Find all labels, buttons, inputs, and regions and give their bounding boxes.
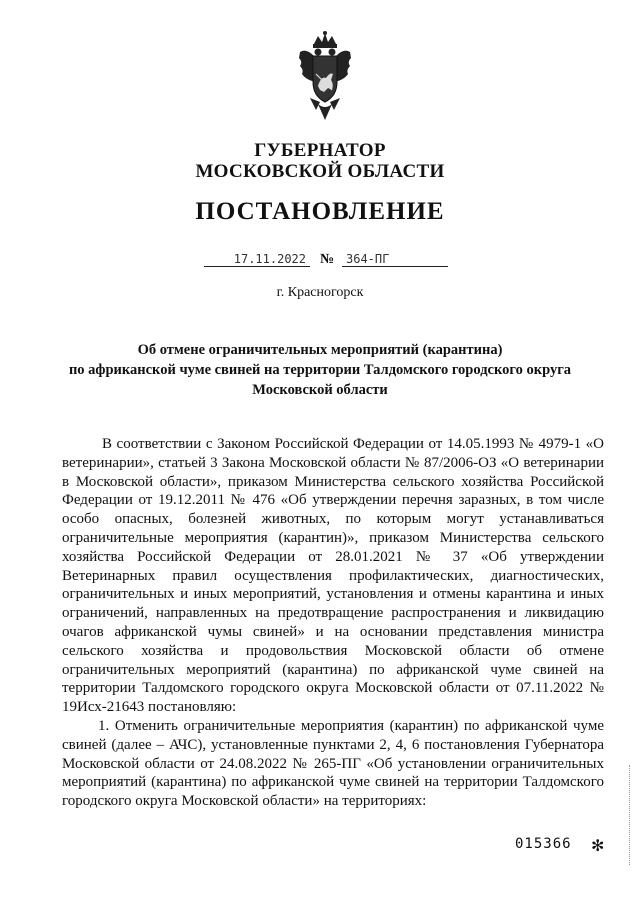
number-sign: № [320,252,335,267]
document-title-line3: Московской области [252,382,388,398]
document-title-line2: по африканской чуме свиней на территории Талдомского городского округа [68,362,572,378]
coat-of-arms-icon [296,30,354,122]
city-name: г. Красногорск [276,285,364,300]
margin-dotted-mark [629,765,634,865]
document-number: 364-ПГ [342,252,448,267]
document-type: ПОСТАНОВЛЕНИЕ [195,198,445,225]
document-date: 17.11.2022 [204,252,310,267]
coat-of-arms-emblem [296,30,354,122]
asterisk-mark: ✻ [591,838,605,855]
org-name-line1: ГУБЕРНАТОР [254,140,386,161]
document-title-line1: Об отмене ограничительных мероприятий (карантина) [137,342,503,358]
item-1-paragraph: 1. Отменить ограничительные мероприятия (карантин) по африканской чуме свиней (далее – АЧС), установленные пунктами 2, 4, 6 постановления Губернатора Московской области от 24.08.2022 № 265-ПГ «Об установлении ограничительных мероприятий (карантина) по африканской чуме свиней на территории Талдомского городского округа Московской области» на территориях: [62,717,604,810]
preamble-paragraph: В соответствии с Законом Российской Федерации от 14.05.1993 № 4979-1 «О ветеринарии», статьей 3 Закона Московской области № 87/2006-ОЗ «О ветеринарии в Московской области», приказом Министерства сельского хозяйства Российской Федерации от 19.12.2011 № 476 «Об утверждении перечня заразных, в том числе особо опасных, болезней животных, по которым могут устанавливаться ограничительные мероприятия (карантин)», приказом Министерства сельского хозяйства Российской Федерации от 28.01.2021 № 37 «Об утверждении Ветеринарных правил осуществления профилактических, диагностических, ограничительных и иных мероприятий, установления и отмены карантина и иных ограничений, направленных на предотвращение распространения и ликвидацию очагов африканской чумы свиней» и на основании представления министра сельского хозяйства и продовольствия Московской области об отмене ограничительных мероприятий (карантина) по африканской чуме свиней на территории Талдомского городского округа Московской области от 07.11.2022 № 19Исх-21643 постановляю: [62,436,604,716]
serial-number: 015366 [515,836,572,852]
org-name-line2: МОСКОВСКОЙ ОБЛАСТИ [195,161,445,182]
document-body [62,435,604,811]
